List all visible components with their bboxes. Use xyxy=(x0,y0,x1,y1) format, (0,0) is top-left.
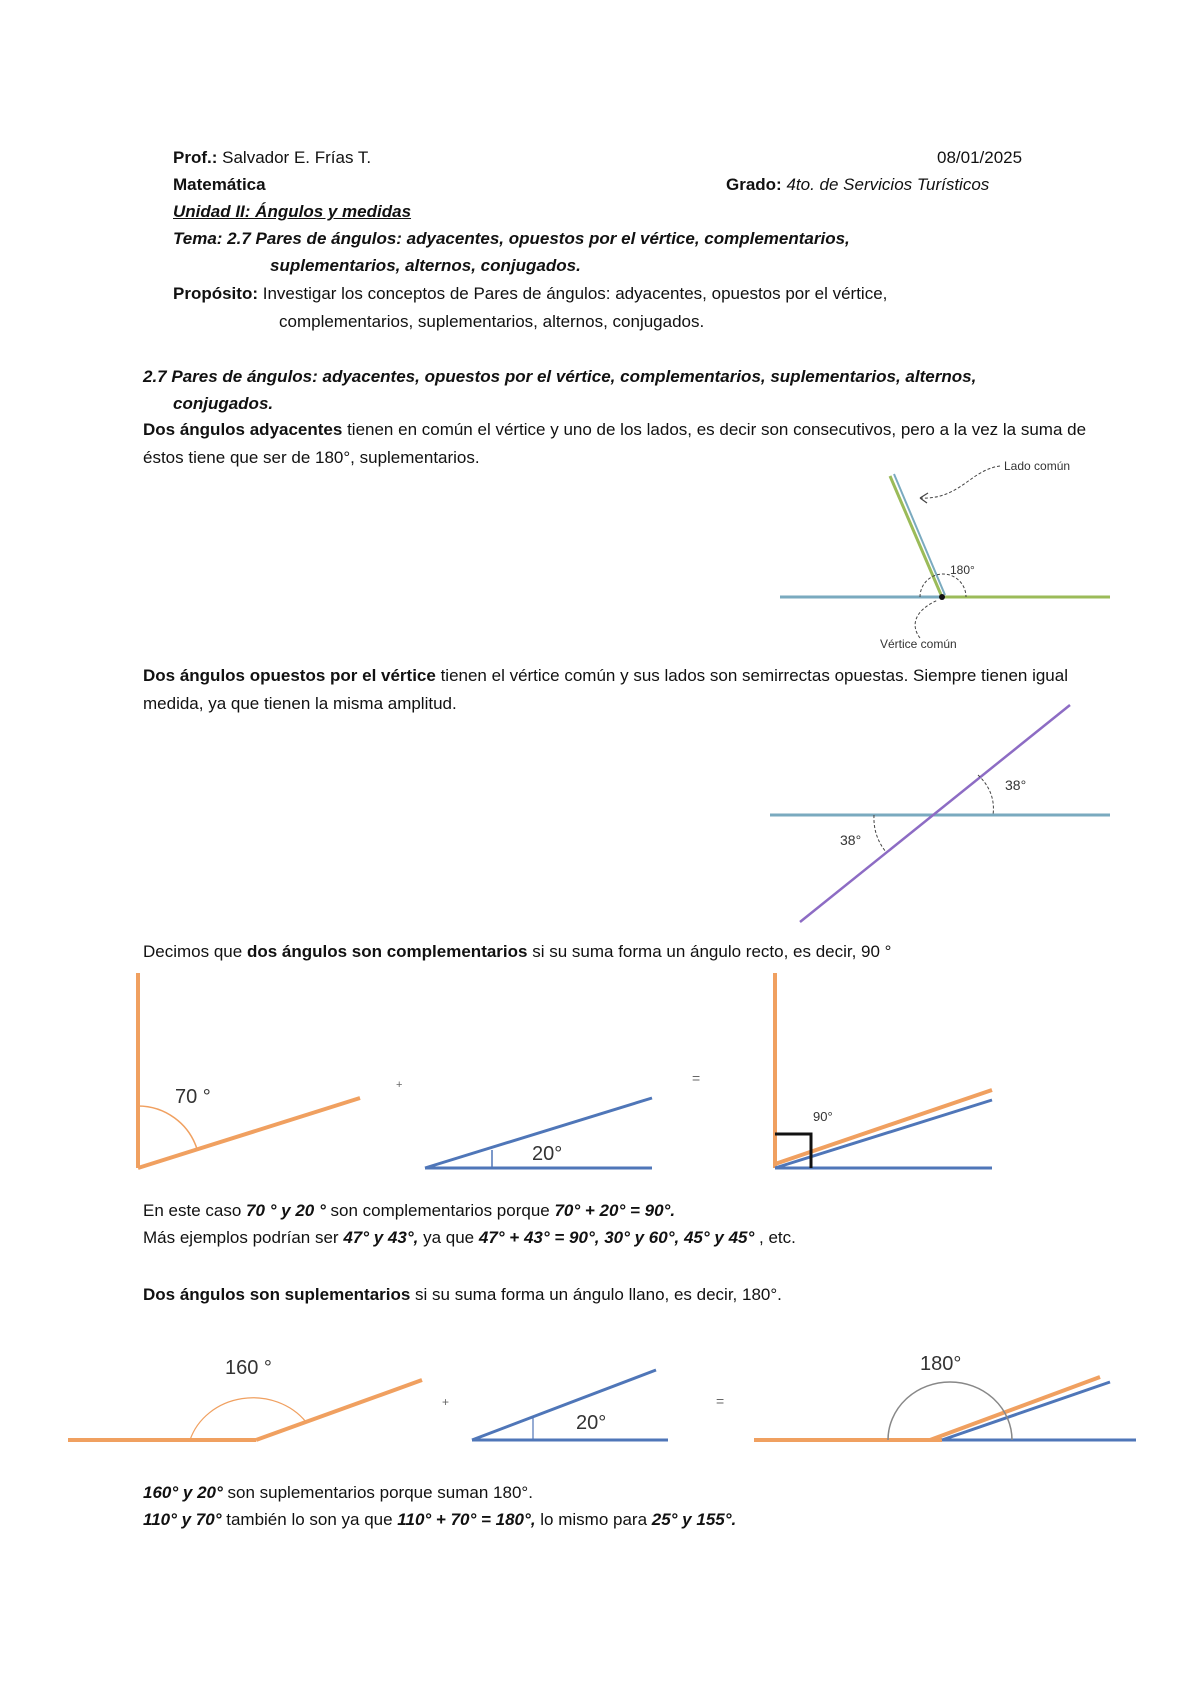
supplementary-definition xyxy=(143,1283,782,1307)
adjacent-vertex-arrow xyxy=(915,600,938,638)
opposite-text: tienen el vértice común y sus lados son semirrectas opuestas. Siempre tienen igual medida, ya que tienen la misma amplitud. xyxy=(143,666,1068,713)
supplementary-example-2 xyxy=(143,1508,736,1532)
opposite-angle-label-a: 38° xyxy=(1005,777,1027,793)
unit-title: Unidad II: Ángulos y medidas xyxy=(173,202,412,221)
adjacent-common-side-label: Lado común xyxy=(1004,459,1071,473)
adjacent-text: tienen en común el vértice y uno de los lados, es decir son consecutivos, pero a la vez la suma de éstos tiene que ser de 180°, suplementarios. xyxy=(143,420,1087,467)
adjacent-common-vertex-label: Vértice común xyxy=(880,637,957,651)
supplementary-example-1 xyxy=(143,1481,533,1505)
comp-ex1-d: 70° + 20° = 90°. xyxy=(554,1201,676,1220)
complementary-example-2 xyxy=(143,1226,796,1250)
adjacent-angle-arc xyxy=(920,574,966,597)
supp-ex1-b: son suplementarios porque suman 180°. xyxy=(222,1483,533,1502)
supp-ex1-a: 160° y 20° xyxy=(143,1483,223,1502)
opposite-angles-figure xyxy=(760,700,1120,930)
adjacent-angles-figure xyxy=(770,450,1130,650)
supplementary-text: si su suma forma un ángulo llano, es decir, 180°. xyxy=(410,1285,782,1304)
comp-ex2-a: Más ejemplos podrían ser xyxy=(143,1228,344,1247)
adjacent-common-side-green xyxy=(890,476,942,597)
supplement-angle1-arc xyxy=(190,1398,306,1440)
supplement-result-blue-ray xyxy=(942,1382,1110,1440)
supplementary-term: Dos ángulos son suplementarios xyxy=(143,1285,411,1304)
supp-ex2-c: 110° + 70° = 180°, xyxy=(397,1510,536,1529)
professor-label: Prof.: xyxy=(173,148,218,167)
supplement-result-label: 180° xyxy=(920,1353,962,1375)
supplementary-figure xyxy=(60,1330,1160,1480)
comp-ex2-c: ya que xyxy=(418,1228,479,1247)
professor-line xyxy=(173,148,371,168)
adjacent-term: Dos ángulos adyacentes xyxy=(143,420,343,439)
supplement-plus-sign: + xyxy=(442,1395,450,1409)
supplement-angle1-label: 160 ° xyxy=(225,1357,272,1379)
comp-ex2-e: , etc. xyxy=(754,1228,796,1247)
complementary-intro: Decimos que xyxy=(143,942,247,961)
opposite-term: Dos ángulos opuestos por el vértice xyxy=(143,666,436,685)
purpose-label: Propósito: xyxy=(173,284,258,303)
grade-value: 4to. de Servicios Turísticos xyxy=(786,175,990,194)
supplement-angle2-ray xyxy=(472,1370,656,1440)
adjacent-common-side-blue xyxy=(894,474,945,595)
complement-equals-sign: = xyxy=(692,1070,701,1086)
complement-angle1-arc xyxy=(138,1106,197,1149)
comp-ex2-d: 47° + 43° = 90°, 30° y 60°, 45° y 45° xyxy=(478,1228,755,1247)
supplement-result-orange-ray xyxy=(930,1377,1100,1440)
supp-ex2-a: 110° y 70° xyxy=(143,1510,222,1529)
supplement-equals-sign: = xyxy=(716,1393,725,1409)
purpose-line-2: complementarios, suplementarios, alternos, conjugados. xyxy=(279,312,705,331)
opposite-arc-upper xyxy=(978,775,993,815)
purpose-line-1 xyxy=(173,284,887,304)
opposite-angle-label-b: 38° xyxy=(840,832,862,848)
supplement-angle2-label: 20° xyxy=(576,1412,607,1434)
complementary-text: si su suma forma un ángulo recto, es decir, 90 ° xyxy=(527,942,892,961)
complementary-example-1 xyxy=(143,1199,675,1223)
grade-label: Grado: xyxy=(726,175,782,194)
section-title-line-2: conjugados. xyxy=(173,394,274,413)
complement-plus-sign: + xyxy=(396,1079,403,1091)
adjacent-vertex-dot xyxy=(939,594,945,600)
opposite-arc-lower xyxy=(874,815,886,852)
section-title-line-1: 2.7 Pares de ángulos: adyacentes, opuestos por el vértice, complementarios, suplementarios, alternos, xyxy=(143,367,977,386)
comp-ex1-b: 70 ° y 20 ° xyxy=(246,1201,326,1220)
topic-line-1: Tema: 2.7 Pares de ángulos: adyacentes, opuestos por el vértice, complementarios, xyxy=(173,229,850,248)
professor-name: Salvador E. Frías T. xyxy=(222,148,372,167)
adjacent-angle-label: 180° xyxy=(950,563,975,577)
supp-ex2-d: lo mismo para xyxy=(535,1510,652,1529)
supplement-angle1-ray xyxy=(256,1380,422,1440)
grade-line xyxy=(726,175,989,195)
comp-ex1-c: son complementarios porque xyxy=(325,1201,555,1220)
complement-angle1-ray xyxy=(138,1098,360,1168)
complement-angle2-label: 20° xyxy=(532,1143,563,1165)
complementary-definition xyxy=(143,940,891,964)
document-date: 08/01/2025 xyxy=(937,148,1023,167)
complement-result-label: 90° xyxy=(813,1109,833,1124)
comp-ex1-a: En este caso xyxy=(143,1201,247,1220)
purpose-text-1: Investigar los conceptos de Pares de ángulos: adyacentes, opuestos por el vértice, xyxy=(262,284,888,303)
complement-angle1-label: 70 ° xyxy=(175,1086,211,1108)
complement-result-orange-ray xyxy=(775,1090,992,1164)
topic-line-2: suplementarios, alternos, conjugados. xyxy=(270,256,581,275)
subject: Matemática xyxy=(173,175,266,194)
complementary-term: dos ángulos son complementarios xyxy=(246,942,528,961)
supp-ex2-b: también lo son ya que xyxy=(221,1510,398,1529)
adjacent-side-arrow xyxy=(920,466,1000,498)
supp-ex2-e: 25° y 155°. xyxy=(651,1510,737,1529)
comp-ex2-b: 47° y 43°, xyxy=(343,1228,419,1247)
complementary-figure xyxy=(120,968,1120,1178)
